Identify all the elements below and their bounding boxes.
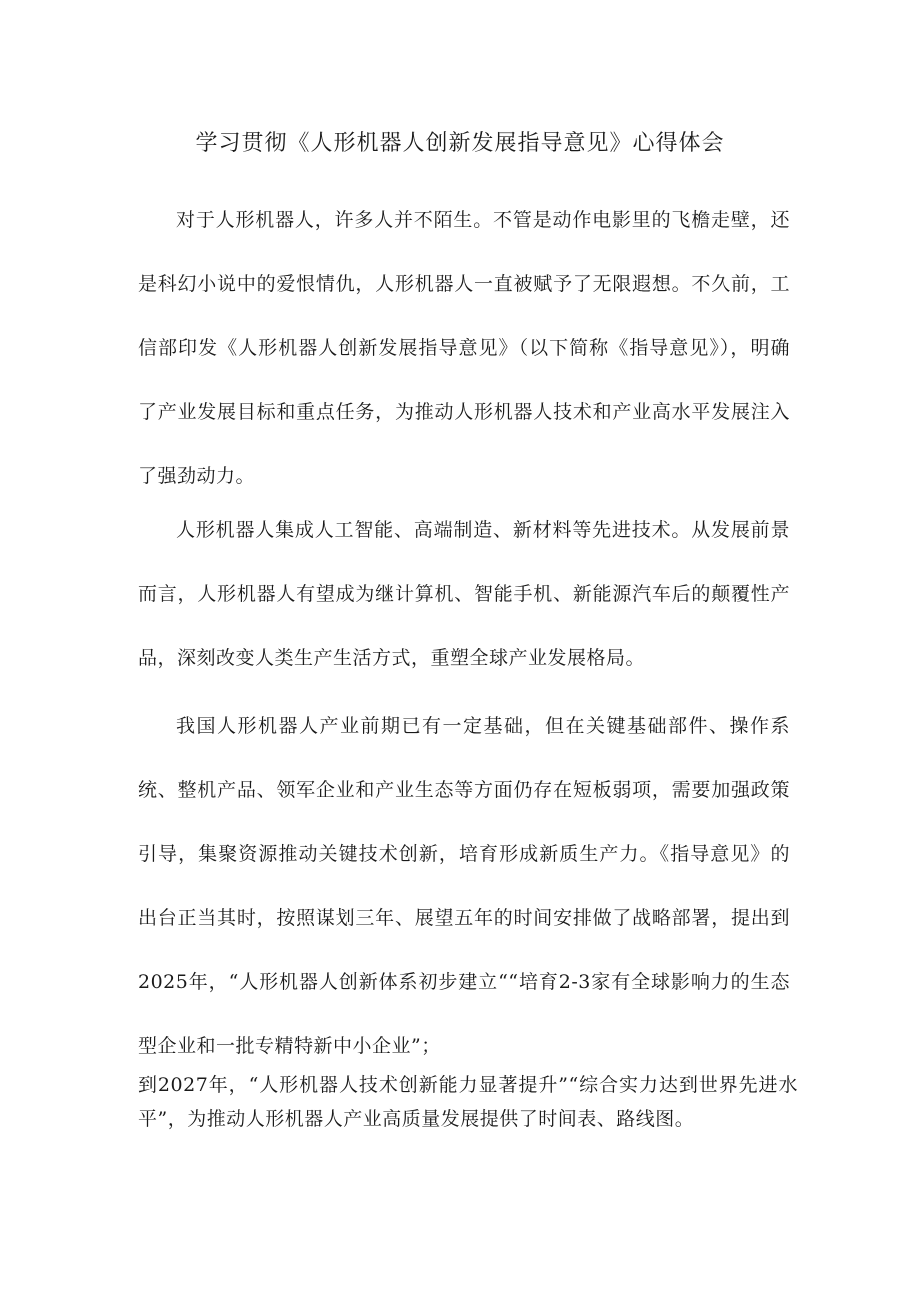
page-title: 学习贯彻《人形机器人创新发展指导意见》心得体会 <box>195 131 725 156</box>
paragraph-2027-goals: 到2027年，“人形机器人技术创新能力显著提升”“综合实力达到世界先进水平”，为推动人形机器人产业高质量发展提供了时间表、路线图。 <box>138 1074 798 1130</box>
paragraph-intro: 对于人形机器人，许多人并不陌生。不管是动作电影里的飞檐走壁，还是科幻小说中的爱恨情仇，人形机器人一直被赋予了无限遐想。不久前，工信部印发《人形机器人创新发展指导意见》（以下简称《指导意见》），明确了产业发展目标和重点任务，为推动人形机器人技术和产业高水平发展注入了强劲动力。 <box>138 209 790 487</box>
paragraph-foundation: 我国人形机器人产业前期已有一定基础，但在关键基础部件、操作系统、整机产品、领军企业和产业生态等方面仍存在短板弱项，需要加强政策引导，集聚资源推动关键技术创新，培育形成新质生产力。《指导意见》的出台正当其时，按照谋划三年、展望五年的时间安排做了战略部署，提出到2025年，“人形机器人创新体系初步建立““培育2-3家有全球影响力的生态型企业和一批专精特新中小企业”； <box>138 715 790 1057</box>
paragraph-prospects: 人形机器人集成人工智能、高端制造、新材料等先进技术。从发展前景而言，人形机器人有望成为继计算机、智能手机、新能源汽车后的颠覆性产品，深刻改变人类生产生活方式，重塑全球产业发展格局。 <box>138 519 790 669</box>
